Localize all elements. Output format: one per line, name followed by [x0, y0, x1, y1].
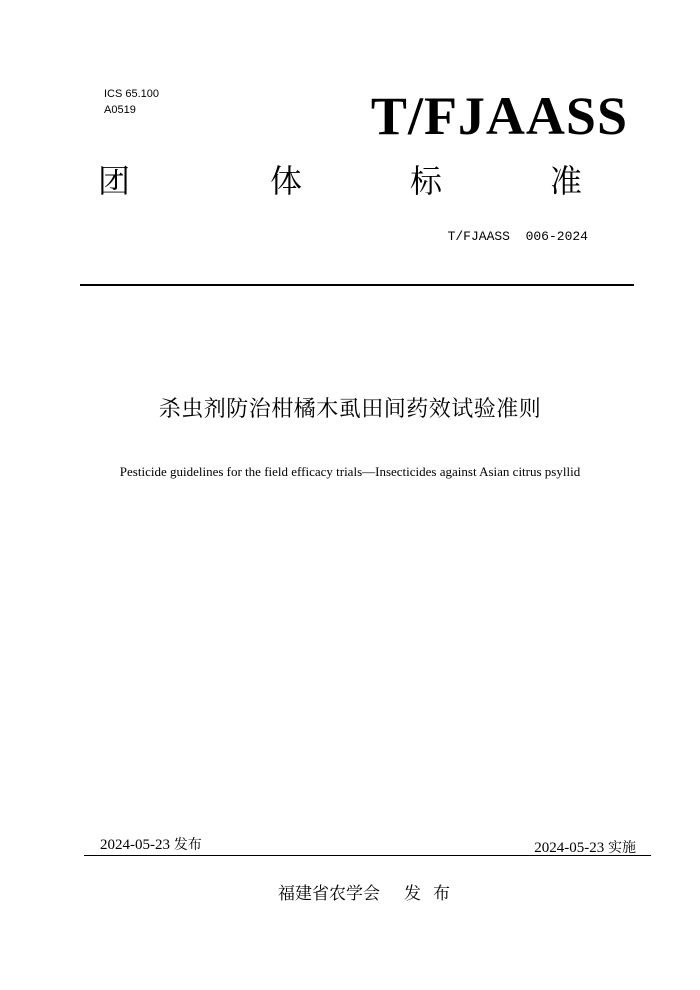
title-english: Pesticide guidelines for the field efficacy trials—Insecticides against Asian citrus psyllid — [119, 464, 581, 479]
publisher-name: 福建省农学会 — [278, 884, 380, 904]
title-chinese: 杀虫剂防治柑橘木虱田间药效试验准则 — [158, 397, 542, 422]
implement-date: 2024-05-23 — [534, 840, 605, 856]
issue-label: 发布 — [173, 837, 202, 853]
standard-type-char-1: 团 — [98, 162, 131, 200]
classification-codes — [104, 86, 159, 118]
standard-type-char-2: 体 — [270, 162, 303, 200]
implement-label: 实施 — [608, 840, 636, 856]
top-divider — [80, 284, 634, 286]
standard-type-heading — [98, 158, 602, 204]
publisher-line — [278, 882, 462, 906]
publisher-action: 发布 — [404, 884, 462, 904]
bottom-divider — [84, 855, 651, 856]
standard-number: T/FJAASS 006-2024 — [447, 229, 588, 244]
ccs-code: A0519 — [104, 104, 136, 116]
standard-type-char-3: 标 — [410, 162, 443, 200]
standard-type-char-4: 准 — [550, 162, 583, 200]
issue-date: 2024-05-23 — [100, 837, 170, 853]
ics-code: ICS 65.100 — [104, 88, 160, 100]
organization-code-logo: T/FJAASS — [370, 86, 628, 146]
issue-date-line — [100, 835, 202, 855]
